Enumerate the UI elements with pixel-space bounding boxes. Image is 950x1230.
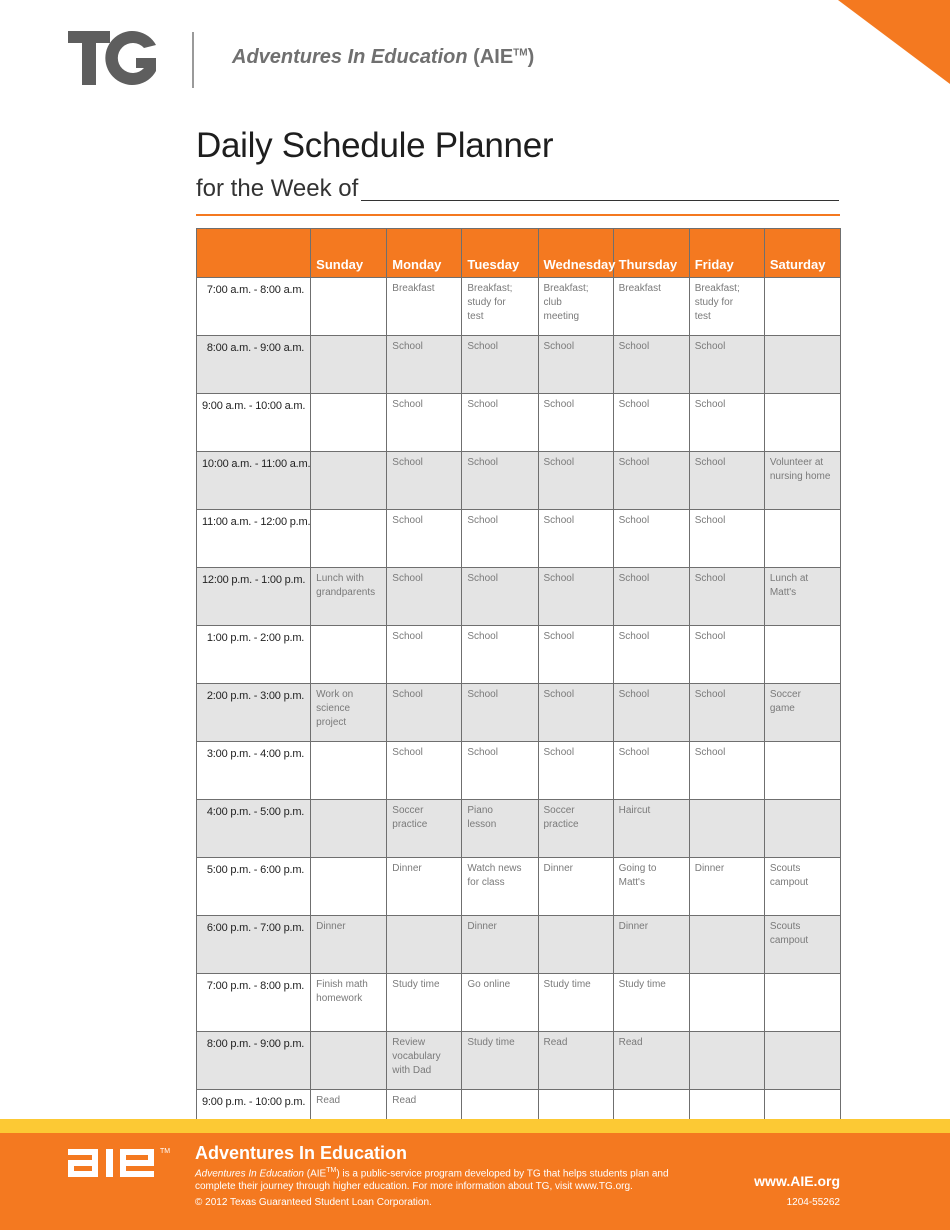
schedule-cell-tuesday[interactable]: Study time	[462, 1032, 538, 1090]
footer-website-link[interactable]: www.AIE.org	[754, 1173, 840, 1189]
schedule-cell-saturday[interactable]: Soccer game	[764, 684, 840, 742]
schedule-cell-thursday[interactable]: Study time	[613, 974, 689, 1032]
schedule-cell-tuesday[interactable]: School	[462, 626, 538, 684]
schedule-row	[197, 336, 841, 394]
schedule-row	[197, 742, 841, 800]
footer-description: Adventures In Education (AIE™) is a public-service program developed by TG that helps students plan and complete their journey through higher education. For more information about TG, visit www.TG.org.	[195, 1167, 669, 1193]
header-divider	[192, 32, 194, 88]
schedule-row	[197, 858, 841, 916]
schedule-cell-sunday[interactable]: Lunch with grandparents	[311, 568, 387, 626]
svg-text:TM: TM	[160, 1148, 171, 1155]
schedule-row	[197, 916, 841, 974]
schedule-cell-tuesday[interactable]: School	[462, 742, 538, 800]
schedule-cell-sunday[interactable]	[311, 800, 387, 858]
day-header-saturday: Saturday	[764, 229, 840, 278]
schedule-cell-saturday[interactable]	[764, 336, 840, 394]
schedule-cell-saturday[interactable]	[764, 394, 840, 452]
schedule-cell-wednesday[interactable]: Soccer practice	[538, 800, 613, 858]
time-slot-label: 9:00 a.m. - 10:00 a.m.	[197, 394, 311, 452]
header-row	[197, 229, 841, 278]
schedule-cell-sunday[interactable]	[311, 742, 387, 800]
schedule-cell-monday[interactable]: School	[387, 684, 462, 742]
day-header-sunday: Sunday	[311, 229, 387, 278]
schedule-cell-friday[interactable]: School	[689, 452, 764, 510]
schedule-cell-wednesday[interactable]: School	[538, 684, 613, 742]
schedule-cell-monday[interactable]: School	[387, 452, 462, 510]
schedule-cell-sunday[interactable]	[311, 336, 387, 394]
schedule-cell-thursday[interactable]: Going to Matt's	[613, 858, 689, 916]
schedule-cell-wednesday[interactable]: Read	[538, 1032, 613, 1090]
schedule-cell-wednesday[interactable]	[538, 916, 613, 974]
schedule-cell-monday[interactable]: Dinner	[387, 858, 462, 916]
schedule-cell-monday[interactable]	[387, 916, 462, 974]
schedule-cell-monday[interactable]: School	[387, 394, 462, 452]
time-slot-label: 6:00 p.m. - 7:00 p.m.	[197, 916, 311, 974]
schedule-cell-monday[interactable]: School	[387, 626, 462, 684]
schedule-cell-friday[interactable]: Dinner	[689, 858, 764, 916]
schedule-cell-sunday[interactable]	[311, 278, 387, 336]
schedule-cell-friday[interactable]: School	[689, 684, 764, 742]
time-slot-label: 7:00 p.m. - 8:00 p.m.	[197, 974, 311, 1032]
schedule-cell-monday[interactable]: School	[387, 742, 462, 800]
time-slot-label: 8:00 p.m. - 9:00 p.m.	[197, 1032, 311, 1090]
page-title: Daily Schedule Planner	[196, 126, 554, 165]
schedule-cell-wednesday[interactable]: School	[538, 394, 613, 452]
schedule-cell-thursday[interactable]: School	[613, 510, 689, 568]
schedule-row	[197, 1032, 841, 1090]
schedule-cell-monday[interactable]: Read	[387, 1090, 462, 1148]
schedule-cell-saturday[interactable]	[764, 1032, 840, 1090]
schedule-cell-saturday[interactable]	[764, 510, 840, 568]
schedule-cell-friday[interactable]: School	[689, 626, 764, 684]
schedule-cell-monday[interactable]: Breakfast	[387, 278, 462, 336]
schedule-cell-thursday[interactable]: Breakfast	[613, 278, 689, 336]
schedule-cell-tuesday[interactable]: School	[462, 684, 538, 742]
schedule-cell-wednesday[interactable]: Breakfast; club meeting	[538, 278, 613, 336]
schedule-cell-thursday[interactable]: School	[613, 684, 689, 742]
aie-logo	[68, 1143, 180, 1183]
time-slot-label: 10:00 a.m. - 11:00 a.m.	[197, 452, 311, 510]
time-slot-label: 4:00 p.m. - 5:00 p.m.	[197, 800, 311, 858]
schedule-cell-tuesday[interactable]: Piano lesson	[462, 800, 538, 858]
schedule-cell-tuesday[interactable]: Breakfast; study for test	[462, 278, 538, 336]
schedule-cell-thursday[interactable]: School	[613, 394, 689, 452]
schedule-cell-sunday[interactable]: Finish math homework	[311, 974, 387, 1032]
schedule-cell-friday[interactable]: School	[689, 742, 764, 800]
schedule-cell-wednesday[interactable]: School	[538, 510, 613, 568]
schedule-cell-friday[interactable]: School	[689, 510, 764, 568]
schedule-cell-saturday[interactable]	[764, 626, 840, 684]
time-slot-label: 11:00 a.m. - 12:00 p.m.	[197, 510, 311, 568]
schedule-cell-monday[interactable]: School	[387, 336, 462, 394]
time-slot-label: 7:00 a.m. - 8:00 a.m.	[197, 278, 311, 336]
schedule-cell-wednesday[interactable]: Dinner	[538, 858, 613, 916]
schedule-row	[197, 452, 841, 510]
schedule-cell-monday[interactable]: Soccer practice	[387, 800, 462, 858]
schedule-cell-saturday[interactable]	[764, 974, 840, 1032]
schedule-cell-tuesday[interactable]: School	[462, 452, 538, 510]
footer-copyright: © 2012 Texas Guaranteed Student Loan Corporation.	[195, 1197, 432, 1208]
schedule-cell-saturday[interactable]	[764, 278, 840, 336]
schedule-cell-wednesday[interactable]: Study time	[538, 974, 613, 1032]
org-name: Adventures In Education (AIE™)	[232, 46, 535, 68]
day-header-tuesday: Tuesday	[462, 229, 538, 278]
schedule-cell-sunday[interactable]	[311, 452, 387, 510]
schedule-cell-saturday[interactable]: Scouts campout	[764, 858, 840, 916]
time-slot-label: 5:00 p.m. - 6:00 p.m.	[197, 858, 311, 916]
schedule-cell-tuesday[interactable]: School	[462, 568, 538, 626]
schedule-cell-thursday[interactable]: Haircut	[613, 800, 689, 858]
day-header-friday: Friday	[689, 229, 764, 278]
schedule-cell-friday[interactable]: Breakfast; study for test	[689, 278, 764, 336]
schedule-cell-sunday[interactable]	[311, 394, 387, 452]
schedule-cell-saturday[interactable]: Scouts campout	[764, 916, 840, 974]
schedule-cell-wednesday[interactable]: School	[538, 626, 613, 684]
schedule-cell-tuesday[interactable]: Go online	[462, 974, 538, 1032]
schedule-row	[197, 974, 841, 1032]
schedule-cell-friday[interactable]: School	[689, 568, 764, 626]
schedule-cell-wednesday[interactable]: School	[538, 336, 613, 394]
schedule-cell-saturday[interactable]	[764, 800, 840, 858]
schedule-cell-friday[interactable]	[689, 974, 764, 1032]
day-header-thursday: Thursday	[613, 229, 689, 278]
tg-logo	[68, 28, 158, 88]
time-slot-label: 12:00 p.m. - 1:00 p.m.	[197, 568, 311, 626]
time-column-header	[197, 229, 311, 278]
day-header-monday: Monday	[387, 229, 462, 278]
footer-title: Adventures In Education	[195, 1143, 408, 1163]
schedule-cell-tuesday[interactable]: School	[462, 336, 538, 394]
schedule-row	[197, 684, 841, 742]
time-slot-label: 3:00 p.m. - 4:00 p.m.	[197, 742, 311, 800]
schedule-cell-sunday[interactable]: Work on science project	[311, 684, 387, 742]
schedule-cell-tuesday[interactable]: School	[462, 510, 538, 568]
schedule-cell-friday[interactable]: School	[689, 336, 764, 394]
schedule-cell-saturday[interactable]: Lunch at Matt's	[764, 568, 840, 626]
schedule-cell-thursday[interactable]: School	[613, 568, 689, 626]
schedule-row	[197, 510, 841, 568]
schedule-cell-thursday[interactable]: School	[613, 452, 689, 510]
schedule-table	[196, 228, 841, 1148]
schedule-cell-sunday[interactable]: Dinner	[311, 916, 387, 974]
schedule-cell-tuesday[interactable]: Watch news for class	[462, 858, 538, 916]
schedule-cell-wednesday[interactable]: School	[538, 452, 613, 510]
schedule-cell-thursday[interactable]: School	[613, 742, 689, 800]
schedule-cell-saturday[interactable]: Volunteer at nursing home	[764, 452, 840, 510]
schedule-row	[197, 568, 841, 626]
schedule-cell-saturday[interactable]	[764, 742, 840, 800]
schedule-cell-monday[interactable]: Study time	[387, 974, 462, 1032]
time-slot-label: 2:00 p.m. - 3:00 p.m.	[197, 684, 311, 742]
schedule-cell-friday[interactable]	[689, 1032, 764, 1090]
corner-accent	[838, 0, 950, 84]
schedule-cell-friday[interactable]	[689, 800, 764, 858]
schedule-cell-friday[interactable]	[689, 916, 764, 974]
schedule-cell-thursday[interactable]: School	[613, 336, 689, 394]
schedule-row	[197, 800, 841, 858]
schedule-cell-thursday[interactable]: Read	[613, 1032, 689, 1090]
schedule-cell-tuesday[interactable]: Dinner	[462, 916, 538, 974]
schedule-cell-monday[interactable]: School	[387, 568, 462, 626]
schedule-cell-monday[interactable]: Review vocabulary with Dad	[387, 1032, 462, 1090]
schedule-cell-wednesday[interactable]: School	[538, 568, 613, 626]
schedule-cell-sunday[interactable]	[311, 858, 387, 916]
time-slot-label: 8:00 a.m. - 9:00 a.m.	[197, 336, 311, 394]
schedule-row	[197, 626, 841, 684]
schedule-row	[197, 278, 841, 336]
schedule-cell-sunday[interactable]: Read	[311, 1090, 387, 1148]
title-divider	[196, 214, 840, 216]
day-header-wednesday: Wednesday	[538, 229, 613, 278]
schedule-cell-sunday[interactable]	[311, 626, 387, 684]
time-slot-label: 9:00 p.m. - 10:00 p.m.	[197, 1090, 311, 1148]
schedule-cell-thursday[interactable]: Dinner	[613, 916, 689, 974]
schedule-cell-sunday[interactable]	[311, 1032, 387, 1090]
footer	[0, 1133, 950, 1230]
schedule-cell-wednesday[interactable]: School	[538, 742, 613, 800]
footer-stripe	[0, 1119, 950, 1133]
schedule-cell-tuesday[interactable]: School	[462, 394, 538, 452]
schedule-cell-friday[interactable]: School	[689, 394, 764, 452]
week-label: for the Week of	[196, 175, 359, 202]
week-blank-field[interactable]	[361, 200, 839, 201]
schedule-cell-thursday[interactable]: School	[613, 626, 689, 684]
time-slot-label: 1:00 p.m. - 2:00 p.m.	[197, 626, 311, 684]
footer-document-code: 1204-55262	[786, 1197, 840, 1208]
schedule-cell-monday[interactable]: School	[387, 510, 462, 568]
schedule-row	[197, 394, 841, 452]
schedule-cell-sunday[interactable]	[311, 510, 387, 568]
